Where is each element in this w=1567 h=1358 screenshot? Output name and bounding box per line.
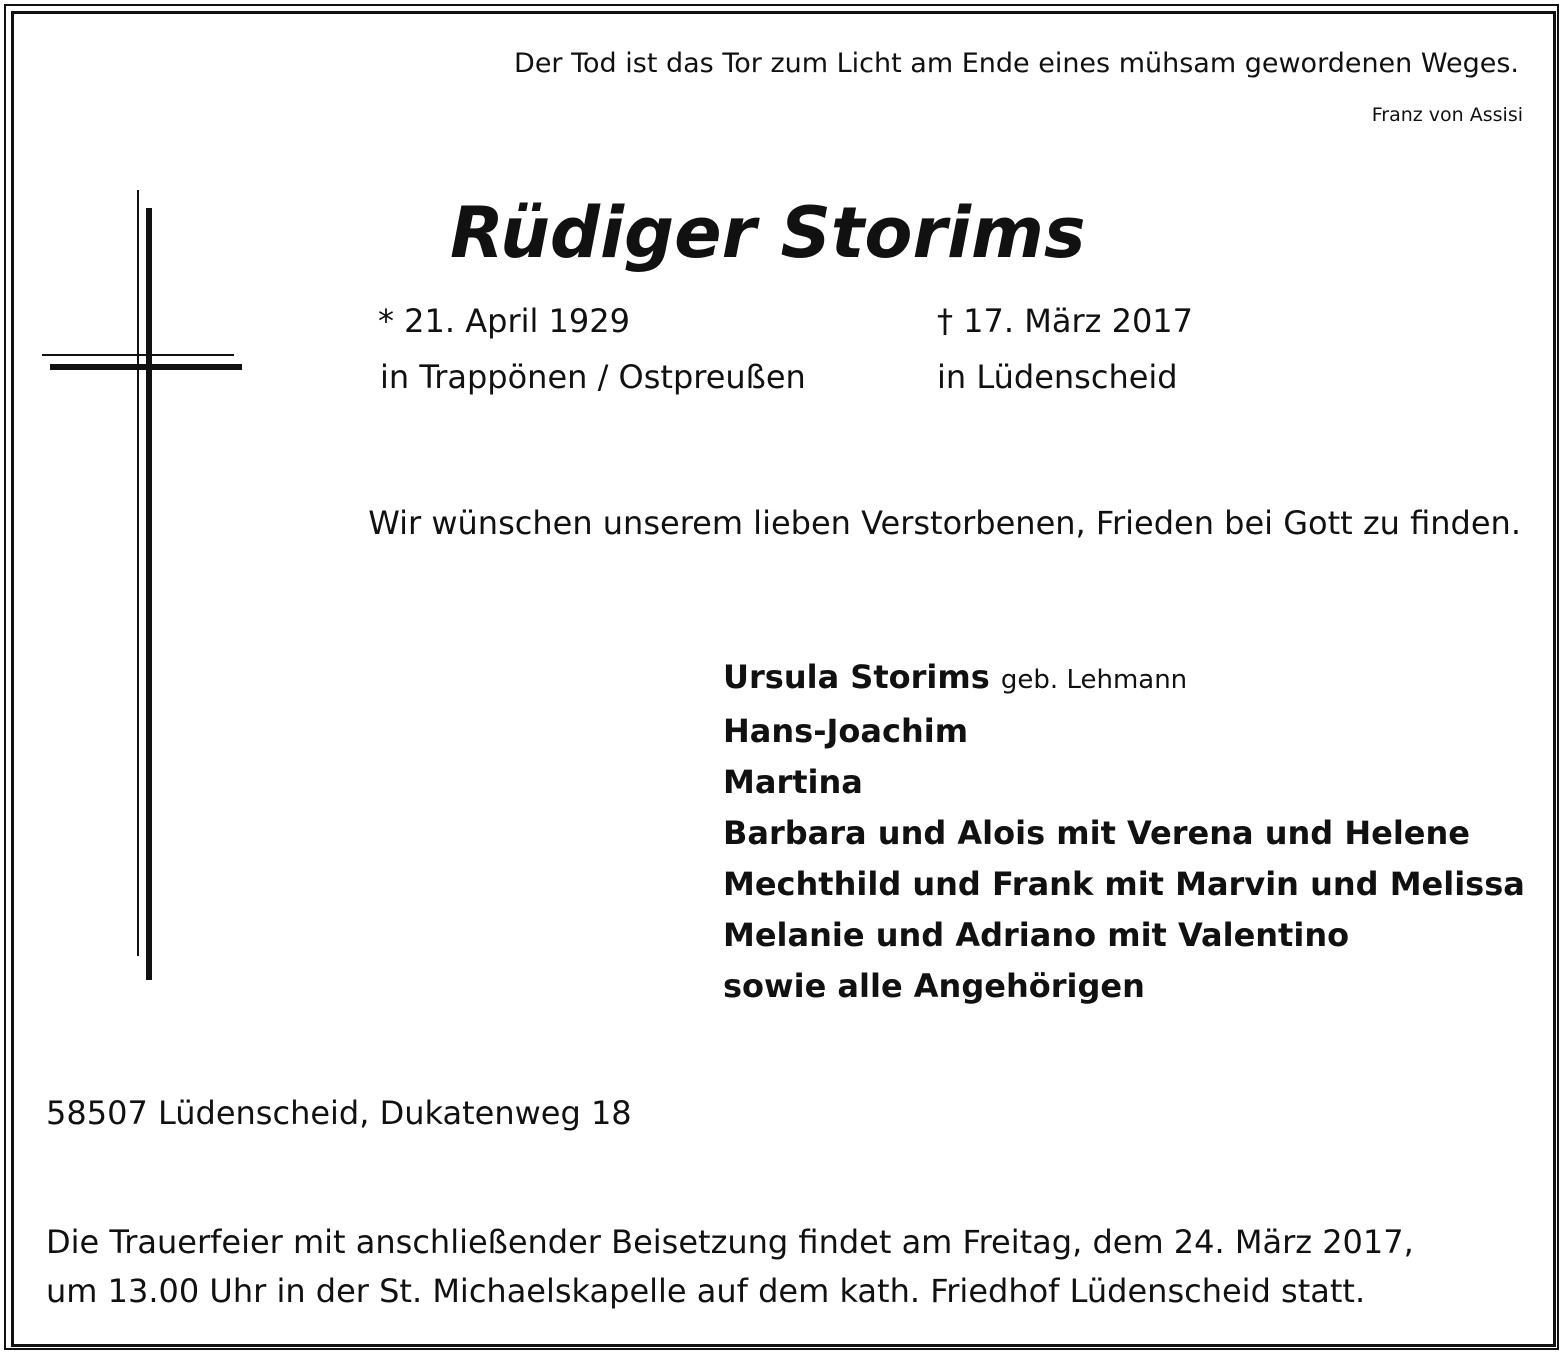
ceremony-line: Die Trauerfeier mit anschließender Beisetzung findet am Freitag, dem 24. März 2017, bbox=[46, 1223, 1414, 1261]
cross-thick-horizontal-bar bbox=[50, 364, 242, 370]
condolence-wish: Wir wünschen unserem lieben Verstorbenen, Frieden bei Gott zu finden. bbox=[368, 504, 1521, 542]
mourners-list bbox=[723, 652, 1525, 1012]
mourning-address: 58507 Lüdenscheid, Dukatenweg 18 bbox=[46, 1094, 632, 1132]
cross-thick-vertical-bar bbox=[146, 208, 152, 980]
mourner-line: Mechthild und Frank mit Marvin und Melissa bbox=[723, 865, 1525, 903]
mourner-line: Martina bbox=[723, 763, 863, 801]
mourner-line: Barbara und Alois mit Verena und Helene bbox=[723, 814, 1470, 852]
death-date: † 17. März 2017 bbox=[937, 302, 1194, 340]
mourner-line: Melanie und Adriano mit Valentino bbox=[723, 916, 1350, 954]
mourner-name: Ursula Storims bbox=[723, 658, 990, 696]
mourner-line: Hans-Joachim bbox=[723, 712, 969, 750]
quote-text: Der Tod ist das Tor zum Licht am Ende eines mühsam gewordenen Weges. bbox=[514, 48, 1519, 79]
cross-thin-horizontal-bar bbox=[42, 354, 234, 356]
mourner-maiden-name: geb. Lehmann bbox=[1000, 665, 1188, 695]
ceremony-notice bbox=[46, 1218, 1414, 1316]
ceremony-line: um 13.00 Uhr in der St. Michaelskapelle auf dem kath. Friedhof Lüdenscheid statt. bbox=[46, 1272, 1366, 1310]
quote-author: Franz von Assisi bbox=[1371, 104, 1523, 126]
deceased-name: Rüdiger Storims bbox=[450, 192, 1086, 274]
birth-place: in Trappönen / Ostpreußen bbox=[380, 358, 806, 396]
mourner-line bbox=[723, 652, 1525, 706]
cross-thin-vertical-bar bbox=[137, 190, 139, 956]
birth-date: * 21. April 1929 bbox=[378, 302, 630, 340]
mourner-line: sowie alle Angehörigen bbox=[723, 967, 1145, 1005]
death-place: in Lüdenscheid bbox=[937, 358, 1178, 396]
